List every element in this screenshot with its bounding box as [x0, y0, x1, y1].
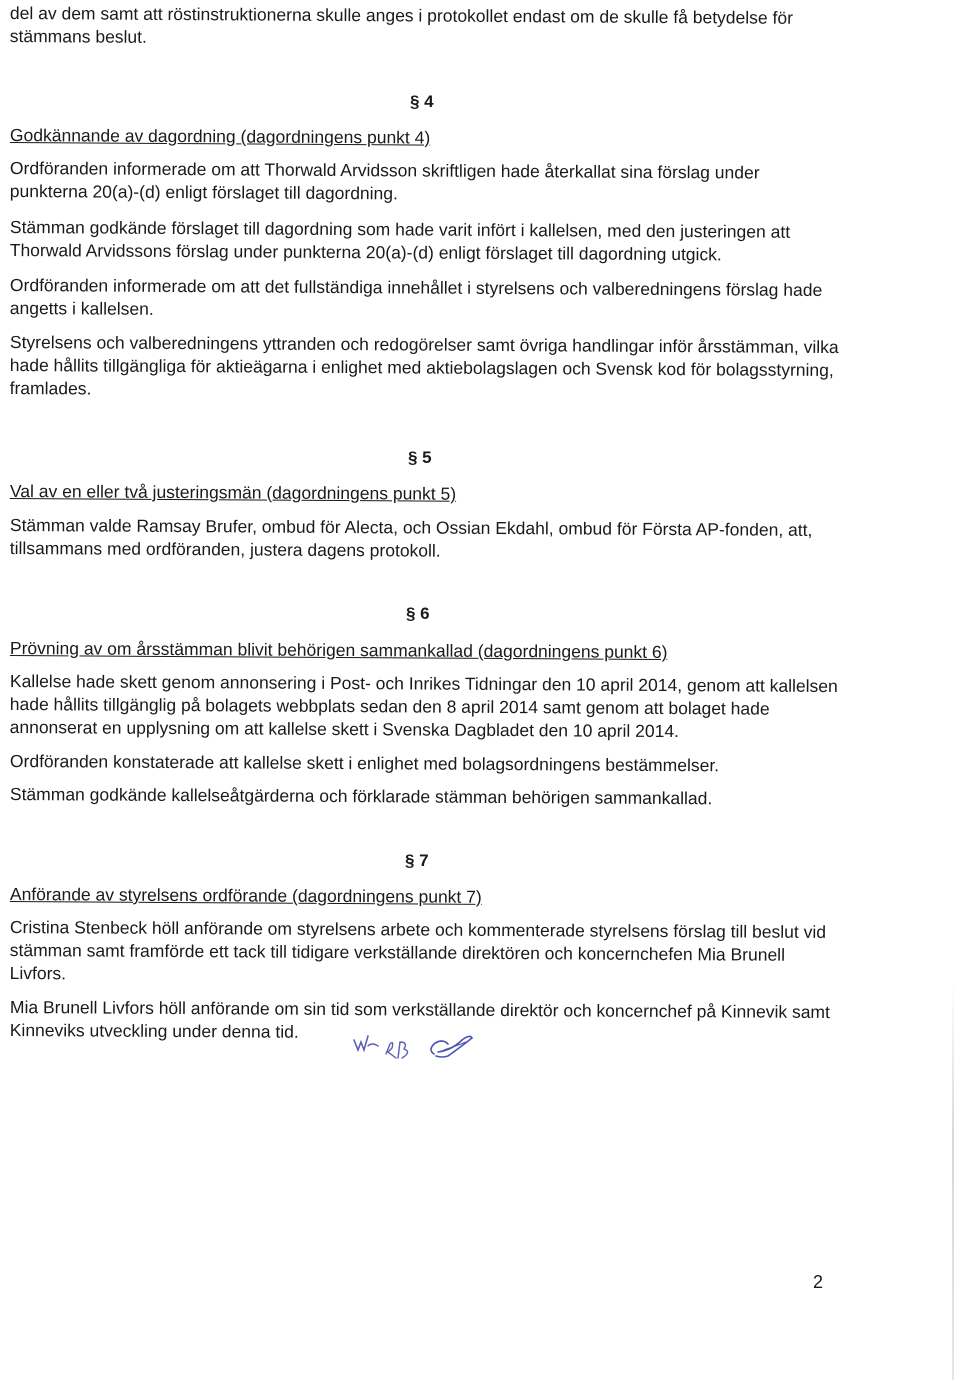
intro-paragraph: del av dem samt att röstinstruktionerna skulle anges i protokollet endast om de skulle få betydelse för stämmans beslut.: [9, 2, 794, 47]
section-4-paragraph-1: Ordföranden informerade om att Thorwald Arvidsson skriftligen hade återkallat sina förslag under punkterna 20(a)-(d) enligt förslaget till dagordning.: [9, 157, 760, 204]
section-4-paragraph-4: Styrelsens och valberedningens yttranden och redogörelser samt övriga handlingar inför årsstämman, vilka hade hållits tillgängliga för aktieägarna i enlighet med aktiebolagslagen och Svensk kod för bolagsstyrning, framlades.: [9, 331, 839, 399]
section-5-number: § 5: [408, 448, 432, 467]
section-4-paragraph-3: Ordföranden informerade om att det fullständiga innehållet i styrelsens och valberedningens förslag hade angetts i kallelsen.: [9, 274, 823, 319]
section-7-paragraph-2: Mia Brunell Livfors höll anförande om sin tid som verkställande direktör och koncernchef på Kinnevik samt Kinneviks utveckling under denna tid.: [9, 997, 830, 1042]
section-6-paragraph-1: Kallelse hade skett genom annonsering i Post- och Inrikes Tidningar den 10 april 2014, genom att kallelsen hade hållits tillgänglig på bolagets webbplats sedan den 8 april 2014 samt genom att bolaget hade annonserat en upplysning om att kallelse skett i Svenska Dagbladet den 10 april 2014.: [9, 671, 838, 742]
section-4-number: § 4: [410, 92, 434, 111]
section-7-number: § 7: [405, 851, 429, 870]
page-number: 2: [813, 1272, 824, 1292]
section-6-paragraph-2: Ordföranden konstaterade att kallelse skett i enlighet med bolagsordningens bestämmelser.: [9, 751, 720, 776]
section-6-number: § 6: [406, 604, 430, 623]
section-5-paragraph-1: Stämman valde Ramsay Brufer, ombud för Alecta, och Ossian Ekdahl, ombud för Första AP-fonden, att, tillsammans med ordföranden, justera dagens protokoll.: [9, 515, 813, 561]
scan-edge-shadow: [952, 980, 954, 1380]
section-4-heading: Godkännande av dagordning (dagordningens punkt 4): [9, 124, 431, 148]
section-7-heading: Anförande av styrelsens ordförande (dagordningens punkt 7): [9, 884, 482, 907]
section-6-paragraph-3: Stämman godkände kallelseåtgärderna och förklarade stämman behörigen sammankallad.: [9, 784, 713, 809]
section-7-paragraph-1: Cristina Stenbeck höll anförande om styrelsens arbete och kommenterade styrelsens förslag till beslut vid stämman samt framförde ett tack till tidigare verkställande direktören och koncernchefen Mia Brunell Livfors.: [9, 917, 827, 984]
section-5-heading: Val av en eller två justeringsmän (dagordningens punkt 5): [9, 480, 457, 504]
section-6-heading: Prövning av om årsstämman blivit behörigen sammankallad (dagordningens punkt 6): [9, 638, 668, 663]
handwritten-initials-signature: [352, 1028, 492, 1068]
section-4-paragraph-2: Stämman godkände förslaget till dagordning som hade varit infört i kallelsen, med den justeringen att Thorwald Arvidssons förslag under punkterna 20(a)-(d) enligt förslaget till dagordning utgick.: [9, 216, 791, 265]
